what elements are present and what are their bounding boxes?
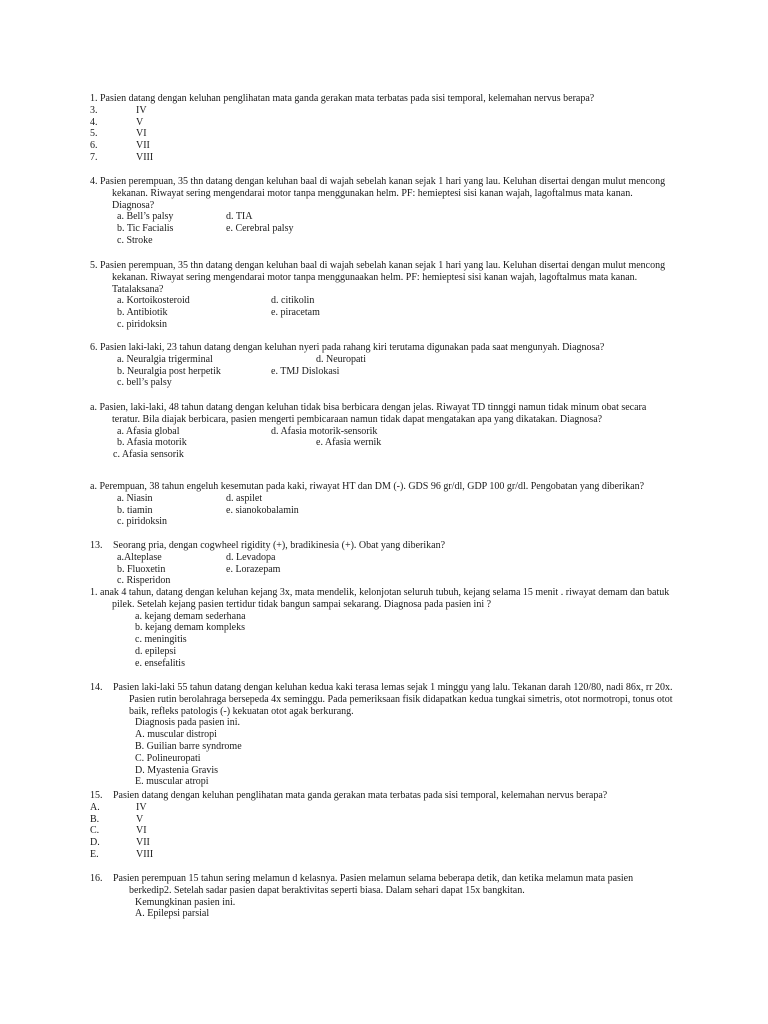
question-stem-continued: pilek. Setelah kejang pasien tertidur tidak bangun sampai sekarang. Diagnosa pada pasien ini ? xyxy=(112,598,492,610)
option-d: d. citikolin xyxy=(271,295,315,307)
option-text: VII xyxy=(136,837,150,849)
option-letter: E. xyxy=(90,848,99,860)
question-prompt: Tatalaksana? xyxy=(112,283,164,295)
option-line xyxy=(90,849,690,861)
option-line xyxy=(90,814,690,826)
option-e: e. sianokobalamin xyxy=(226,504,299,516)
question-4 xyxy=(90,176,690,247)
option-text: V xyxy=(136,813,144,825)
option-text: IV xyxy=(136,801,147,813)
question-stem: Pasien perempuan 15 tahun sering melamun d kelasnya. Pasien melamun selama beberapa detik, dan ketika melamun mata pasien xyxy=(113,873,634,884)
question-stem-continued: berkedip2. Setelah sadar pasien dapat beraktivitas seperti biasa. Dalam sehari dapat 15x bangkitan. xyxy=(129,884,525,896)
question-stem-continued: kekanan. Riwayat sering mengendarai motor tanpa menggunakan helm. PF: hemieptesi sisi kanan wajah, lagoftalmus mata kanan. xyxy=(112,187,633,199)
question-prompt: Kemungkinan pasien ini. xyxy=(135,896,236,908)
option-letter: D. xyxy=(90,837,100,849)
option-letter: A. xyxy=(90,801,100,813)
option-b: b. Tic Facialis xyxy=(117,223,174,235)
option-b: b. kejang demam kompleks xyxy=(135,622,245,634)
question-stem-continued: baik, refleks patologis (-) kekuatan otot agak berkurang. xyxy=(129,705,354,717)
option-a: A. muscular distropi xyxy=(135,729,217,741)
question-5 xyxy=(90,260,690,331)
question-number: 14. xyxy=(90,682,103,693)
option-e: e. piracetam xyxy=(271,307,320,319)
question-6 xyxy=(90,342,690,389)
option-a: a.Alteplase xyxy=(117,551,162,563)
question-number: 13. xyxy=(90,540,103,551)
option-b: b. Neuralgia post herpetik xyxy=(117,365,221,377)
option-e: e. ensefalitis xyxy=(135,657,185,669)
option-a: a. kejang demam sederhana xyxy=(135,610,246,622)
option-b: b. tiamin xyxy=(117,504,153,516)
question-15 xyxy=(90,790,690,861)
question-stem: 5. Pasien perempuan, 35 thn datang dengan keluhan baal di wajah sebelah kanan sejak 1 hari yang lau. Keluhan disertai dengan mulut mencong xyxy=(90,260,666,271)
question-14 xyxy=(90,682,690,788)
option-c: c. Risperidon xyxy=(117,575,171,587)
option-line xyxy=(90,837,690,849)
option-e: e. Cerebral palsy xyxy=(226,223,294,235)
question-7 xyxy=(90,402,690,461)
question-13 xyxy=(90,540,690,587)
option-line xyxy=(90,802,690,814)
option-a: a. Kortoikosteroid xyxy=(117,295,190,307)
option-c: c. piridoksin xyxy=(117,318,167,330)
option-d: d. TIA xyxy=(226,211,253,223)
option-e: E. muscular atropi xyxy=(135,776,209,788)
option-d: d. aspilet xyxy=(226,492,263,504)
option-b: B. Guilian barre syndrome xyxy=(135,740,242,752)
question-1 xyxy=(90,93,690,164)
option-b: b. Afasia motorik xyxy=(117,437,187,449)
option-text: VII xyxy=(136,140,150,152)
question-stem: 4. Pasien perempuan, 35 thn datang dengan keluhan baal di wajah sebelah kanan sejak 1 hari yang lau. Keluhan disertai dengan mulut mencong xyxy=(90,176,666,187)
question-stem: Seorang pria, dengan cogwheel rigidity (+), bradikinesia (+). Obat yang diberikan? xyxy=(113,540,446,551)
option-a: a. Niasin xyxy=(117,492,153,504)
option-line xyxy=(90,128,690,140)
question-stem-continued: teratur. Bila diajak berbicara, pasien mengerti pembicaraan namun tidak dapat mengatakan apa yang dikatakan. Diagnosa? xyxy=(112,413,603,425)
option-a: a. Bell’s palsy xyxy=(117,211,174,223)
option-line xyxy=(90,152,690,164)
option-letter: C. xyxy=(90,825,100,837)
option-c: c. piridoksin xyxy=(117,516,167,528)
question-stem: a. Perempuan, 38 tahun engeluh kesemutan pada kaki, riwayat HT dan DM (-). GDS 96 gr/dl, GDP 100 gr/dl. Pengobatan yang diberikan? xyxy=(90,481,645,492)
option-b: b. Fluoxetin xyxy=(117,563,166,575)
question-prompt: Diagnosa? xyxy=(112,199,155,211)
option-d: d. Levadopa xyxy=(226,551,276,563)
option-b: b. Antibiotik xyxy=(117,307,168,319)
option-c: c. bell’s palsy xyxy=(117,377,172,389)
option-number: 4. xyxy=(90,116,98,128)
question-8 xyxy=(90,481,690,528)
option-e: e. Afasia wernik xyxy=(316,437,382,449)
option-text: VIII xyxy=(136,848,154,860)
question-stem-continued: Pasien rutin berolahraga bersepeda 4x seminggu. Pada pemeriksaan fisik didapatkan kedua tungkai simetris, otot normotropi, tonus otot xyxy=(129,693,673,705)
option-text: IV xyxy=(136,104,147,116)
question-stem: a. Pasien, laki-laki, 48 tahun datang dengan keluhan tidak bisa berbicara dengan jelas. Riwayat TD tinnggi namun tidak minum obat secara xyxy=(90,402,647,413)
question-stem: Pasien datang dengan keluhan penglihatan mata ganda gerakan mata terbatas pada sisi temporal, kelemahan nervus berapa? xyxy=(113,790,608,801)
option-e: e. Lorazepam xyxy=(226,563,281,575)
option-text: VI xyxy=(136,128,147,140)
option-d: d. Neuropati xyxy=(316,353,366,365)
option-d: D. Myastenia Gravis xyxy=(135,764,219,776)
option-line xyxy=(90,140,690,152)
option-c: c. Stroke xyxy=(117,234,153,246)
question-stem-continued: kekanan. Riwayat sering mengendarai motor tanpa menggunaakan helm. PF: hemieptesi sisi kanan wajah, lagoftalmus mata kanan. xyxy=(112,271,638,283)
question-stem: Pasien laki-laki 55 tahun datang dengan keluhan kedua kaki terasa lemas sejak 1 minggu yang lalu. Tekanan darah 120/80, nadi 86x, rr 20x. xyxy=(113,682,673,693)
option-number: 3. xyxy=(90,104,98,116)
option-text: VIII xyxy=(136,151,154,163)
question-number: 15. xyxy=(90,790,103,801)
option-number: 6. xyxy=(90,140,98,152)
option-d: d. Afasia motorik-sensorik xyxy=(271,425,378,437)
option-c: c. meningitis xyxy=(135,634,187,646)
option-line xyxy=(90,825,690,837)
option-line xyxy=(90,117,690,129)
question-prompt: Diagnosis pada pasien ini. xyxy=(135,717,240,729)
question-1b xyxy=(90,587,690,670)
option-number: 5. xyxy=(90,128,98,140)
question-stem: 6. Pasien laki-laki, 23 tahun datang dengan keluhan nyeri pada rahang kiri terutama digunakan pada saat mengunyah. Diagnosa? xyxy=(90,342,605,353)
option-c: C. Polineuropati xyxy=(135,752,201,764)
question-16 xyxy=(90,873,690,920)
question-stem: 1. Pasien datang dengan keluhan penglihatan mata ganda gerakan mata terbatas pada sisi temporal, kelemahan nervus berapa? xyxy=(90,93,595,104)
option-d: d. epilepsi xyxy=(135,645,177,657)
question-stem: 1. anak 4 tahun, datang dengan keluhan kejang 3x, mata mendelik, kelonjotan seluruh tubuh, kejang selama 15 menit . riwayat demam dan batuk xyxy=(90,587,670,598)
option-e: e. TMJ Dislokasi xyxy=(271,365,340,377)
option-line xyxy=(90,105,690,117)
option-c: c. Afasia sensorik xyxy=(113,449,184,461)
question-number: 16. xyxy=(90,873,103,884)
option-a: a. Afasia global xyxy=(117,425,180,437)
option-text: VI xyxy=(136,825,147,837)
option-letter: B. xyxy=(90,813,100,825)
option-a: a. Neuralgia trigerminal xyxy=(117,353,213,365)
option-number: 7. xyxy=(90,151,98,163)
option-text: V xyxy=(136,116,144,128)
option-a: A. Epilepsi parsial xyxy=(135,908,210,920)
